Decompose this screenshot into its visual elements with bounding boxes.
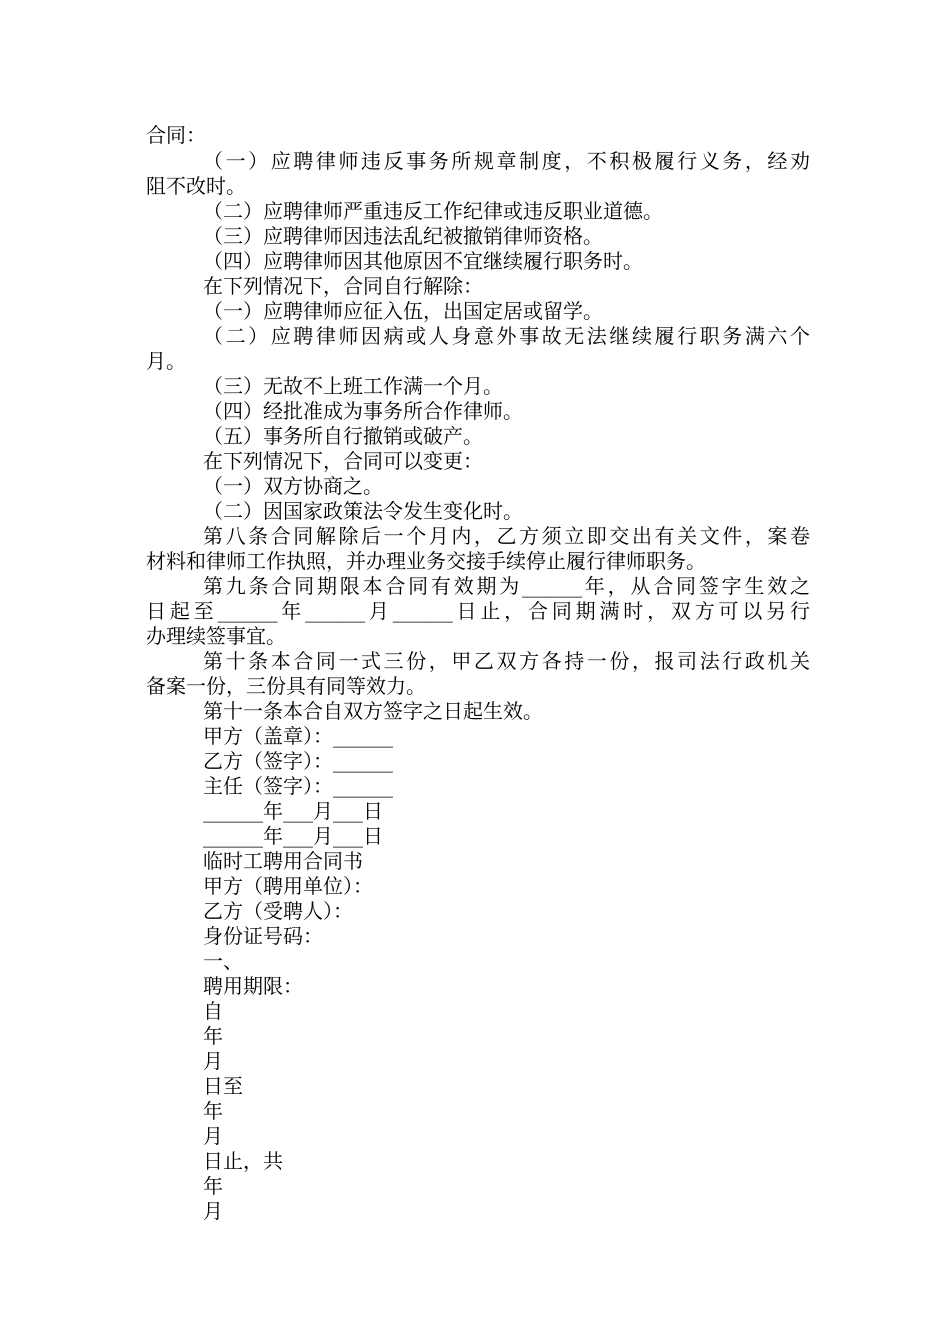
date-line: ______年___月___日 xyxy=(203,824,383,848)
signature-line-party-a: 甲方（盖章）：______ xyxy=(203,724,393,748)
text-line: 一、 xyxy=(203,949,243,973)
text-line: 月。 xyxy=(146,349,186,373)
text-line: （一）应聘律师应征入伍，出国定居或留学。 xyxy=(203,299,603,323)
text-line: 在下列情况下，合同自行解除： xyxy=(203,274,483,298)
text-line: 年 xyxy=(203,1174,223,1198)
text-line: 聘用期限： xyxy=(203,974,303,998)
text-line: 第八条合同解除后一个月内，乙方须立即交出有关文件，案卷 xyxy=(203,524,810,548)
text-line: （四）应聘律师因其他原因不宜继续履行职务时。 xyxy=(203,249,643,273)
text-line: 办理续签事宜。 xyxy=(146,624,286,648)
contract-title: 临时工聘用合同书 xyxy=(203,849,363,873)
text-line: 第十一条本合自双方签字之日起生效。 xyxy=(203,699,543,723)
text-line: 年 xyxy=(203,1024,223,1048)
text-line: 材料和律师工作执照，并办理业务交接手续停止履行律师职务。 xyxy=(146,549,706,573)
text-line: 日止，共 xyxy=(203,1149,283,1173)
text-line: 月 xyxy=(203,1124,223,1148)
text-line: 第十条本合同一式三份，甲乙双方各持一份，报司法行政机关 xyxy=(203,649,810,673)
text-line: 第九条合同期限本合同有效期为______年，从合同签字生效之 xyxy=(203,574,810,598)
text-line: 阻不改时。 xyxy=(146,174,246,198)
text-line: （三）应聘律师因违法乱纪被撤销律师资格。 xyxy=(203,224,603,248)
text-line: （三）无故不上班工作满一个月。 xyxy=(203,374,503,398)
text-line: （二）应聘律师严重违反工作纪律或违反职业道德。 xyxy=(203,199,663,223)
text-line: 乙方（受聘人）： xyxy=(203,899,353,923)
text-line: 日起至______年______月______日止，合同期满时，双方可以另行 xyxy=(146,599,810,623)
text-line: （五）事务所自行撤销或破产。 xyxy=(203,424,483,448)
signature-line-party-b: 乙方（签字）：______ xyxy=(203,749,393,773)
text-line: 甲方（聘用单位）： xyxy=(203,874,373,898)
text-line: 合同： xyxy=(146,123,206,147)
text-line: （四）经批准成为事务所合作律师。 xyxy=(203,399,523,423)
text-line: 身份证号码： xyxy=(203,924,323,948)
text-line: （一）双方协商之。 xyxy=(203,474,383,498)
text-line: （一）应聘律师违反事务所规章制度，不积极履行义务，经劝 xyxy=(203,149,810,173)
text-line: （二）应聘律师因病或人身意外事故无法继续履行职务满六个 xyxy=(203,324,810,348)
signature-line-director: 主任（签字）：______ xyxy=(203,774,393,798)
text-line: 在下列情况下，合同可以变更： xyxy=(203,449,483,473)
text-line: 备案一份，三份具有同等效力。 xyxy=(146,674,426,698)
date-line: ______年___月___日 xyxy=(203,799,383,823)
text-line: 自 xyxy=(203,999,223,1023)
text-line: 月 xyxy=(203,1049,223,1073)
text-line: 年 xyxy=(203,1099,223,1123)
text-line: （二）因国家政策法令发生变化时。 xyxy=(203,499,523,523)
text-line: 月 xyxy=(203,1199,223,1223)
text-line: 日至 xyxy=(203,1074,243,1098)
